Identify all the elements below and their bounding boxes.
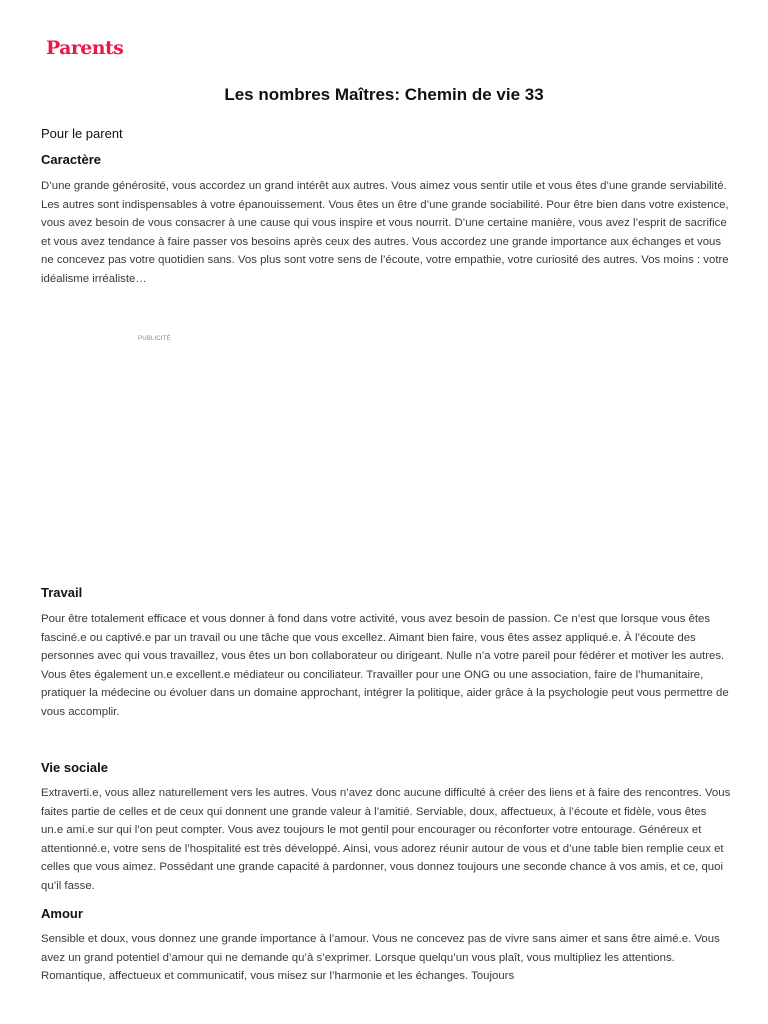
section-heading-vie-sociale: Vie sociale	[41, 760, 108, 775]
section-heading-amour: Amour	[41, 906, 83, 921]
section-heading-caractere: Caractère	[41, 152, 101, 167]
section-text-vie-sociale: Extraverti.e, vous allez naturellement vers les autres. Vous n’avez donc aucune difficulté à créer des liens et à faire des rencontres. Vous faites partie de celles et de ceux qui donnent une grande valeur à l’amitié. Serviable, doux, affectueux, à l’écoute et fidèle, vous êtes un.e ami.e sur qui l’on peut compter. Vous avez toujours le mot gentil pour encourager ou réconforter votre entourage. Généreux et attentionné.e, votre sens de l’hospitalité est très développé. Ainsi, vous adorez réunir autour de vous et d’une table bien remplie ceux et celles que vous aimez. Possédant une grande capacité à pardonner, vous donnez toujours une seconde chance à vos amis, et ce, quoi qu’il fasse.	[41, 787, 731, 892]
section-text-travail: Pour être totalement efficace et vous donner à fond dans votre activité, vous avez besoin de passion. Ce n’est que lorsque vous êtes fasciné.e ou captivé.e par un travail ou une tâche que vous excellez. Aimant bien faire, vous êtes assez appliqué.e. À l’écoute des personnes avec qui vous travaillez, vous êtes un bon collaborateur ou dirigeant. Nulle n’a votre pareil pour fédérer et motiver les autres. Vous êtes également un.e excellent.e médiateur ou conciliateur. Travailler pour une ONG ou une association, faire de l’humanitaire, pratiquer la médecine ou évoluer dans un domaine approchant, intégrer la politique, aider grâce à la psychologie peut vous permettre de vous accomplir.	[41, 613, 729, 718]
article-title: Les nombres Maîtres: Chemin de vie 33	[224, 85, 544, 104]
section-text-caractere: D’une grande générosité, vous accordez un grand intérêt aux autres. Vous aimez vous sentir utile et vous êtes d’une grande serviabilité. Les autres sont indispensables à votre épanouissement. Vous êtes un être d’une grande sociabilité. Pour être bien dans votre existence, vous avez besoin de vous consacrer à une cause qui vous inspire et vous nourrit. D’une certaine manière, vous avez l’esprit de sacrifice et vous avez tendance à faire passer vos besoins après ceux des autres. Vous accordez une grande importance aux échanges et vous ne concevez pas votre quotidien sans. Vos plus sont votre sens de l’écoute, votre empathie, votre curiosité des autres. Vos moins : votre idéalisme irréaliste…	[41, 180, 729, 285]
ad-slot[interactable]	[41, 350, 731, 565]
section-heading-travail: Travail	[41, 585, 83, 600]
parents-logo[interactable]: Parents	[46, 37, 124, 59]
section-text-amour: Sensible et doux, vous donnez une grande importance à l’amour. Vous ne concevez pas de vivre sans aimer et sans être aimé.e. Vous avez un grand potentiel d’amour qui ne demande qu’à s’exprimer. Lorsque quelqu’un vous plaît, vous multipliez les attentions. Romantique, affectueux et communicatif, vous misez sur l’harmonie et les échanges. Toujours	[41, 933, 720, 983]
ad-label: PUBLICITÉ	[138, 336, 171, 342]
audience-label: Pour le parent	[41, 126, 123, 141]
